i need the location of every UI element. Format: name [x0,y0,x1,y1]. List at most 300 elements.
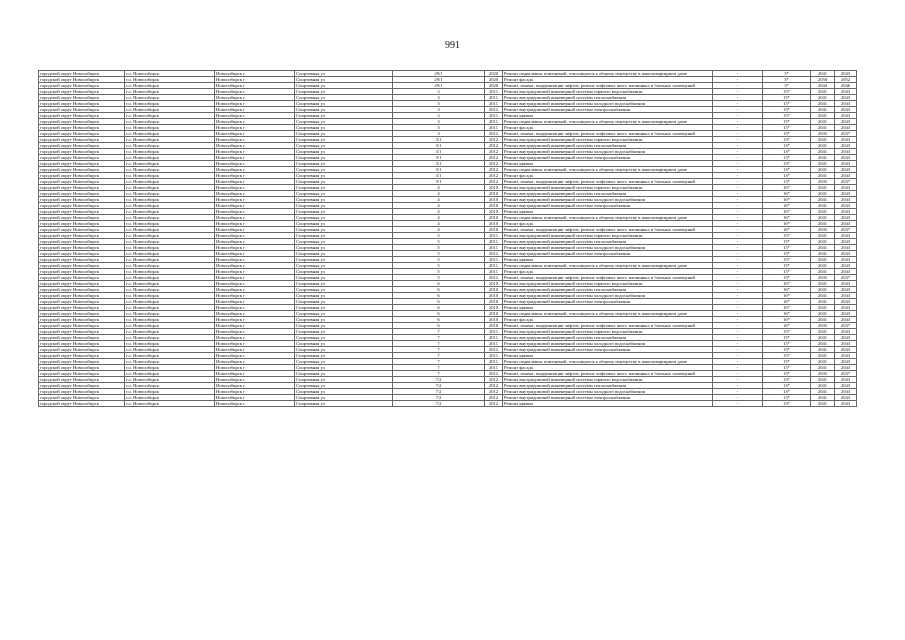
district-cell: г.о. Новосибирск [125,365,215,371]
work-type-cell: Ремонт фасада [503,125,713,131]
city-cell: Новосибирск г [215,263,295,269]
municipality-cell: городской округ Новосибирск [39,233,125,239]
start-year-cell: 2041 [811,161,835,167]
street-cell: Спортивная ул [295,329,393,335]
municipality-cell: городской округ Новосибирск [39,353,125,359]
house-number-cell: 3/1 [393,137,485,143]
municipality-cell: городской округ Новосибирск [39,149,125,155]
build-year-cell: 2012 [485,395,503,401]
house-number-cell: 7/2 [393,377,485,383]
city-cell: Новосибирск г [215,287,295,293]
dash-cell: - [713,221,763,227]
build-year-cell: 2011 [485,371,503,377]
period-cell: 13* [763,401,811,407]
period-cell: 16* [763,221,811,227]
house-number-cell: 3/1 [393,149,485,155]
period-cell: 15* [763,335,811,341]
start-year-cell: 2041 [811,149,835,155]
district-cell: г.о. Новосибирск [125,125,215,131]
street-cell: Спортивная ул [295,359,393,365]
dash-cell: - [713,251,763,257]
period-cell: 15* [763,245,811,251]
build-year-cell: 2012 [485,155,503,161]
house-number-cell: 5 [393,245,485,251]
district-cell: г.о. Новосибирск [125,305,215,311]
dash-cell: - [713,71,763,77]
street-cell: Спортивная ул [295,161,393,167]
work-type-cell: Ремонт внутридомовой инженерной системы горячего водоснабжения [503,329,713,335]
city-cell: Новосибирск г [215,305,295,311]
municipality-cell: городской округ Новосибирск [39,143,125,149]
work-type-cell: Ремонт подвальных помещений, относящихся к общему имуществу в многоквартирном доме [503,167,713,173]
work-type-cell: Ремонт фасада [503,365,713,371]
municipality-cell: городской округ Новосибирск [39,107,125,113]
work-type-cell: Ремонт внутридомовой инженерной системы холодного водоснабжения [503,389,713,395]
city-cell: Новосибирск г [215,155,295,161]
dash-cell: - [713,341,763,347]
build-year-cell: 2012 [485,149,503,155]
district-cell: г.о. Новосибирск [125,311,215,317]
build-year-cell: 2011 [485,353,503,359]
start-year-cell: 2041 [811,107,835,113]
street-cell: Спортивная ул [295,251,393,257]
city-cell: Новосибирск г [215,203,295,209]
end-year-cell: 2043 [835,293,857,299]
dash-cell: - [713,95,763,101]
district-cell: г.о. Новосибирск [125,377,215,383]
dash-cell: - [713,329,763,335]
end-year-cell: 2043 [835,137,857,143]
period-cell: 16* [763,215,811,221]
end-year-cell: 2043 [835,281,857,287]
end-year-cell: 2043 [835,191,857,197]
municipality-cell: городской округ Новосибирск [39,95,125,101]
build-year-cell: 2011 [485,125,503,131]
end-year-cell: 2043 [835,389,857,395]
period-cell: 13* [763,143,811,149]
street-cell: Спортивная ул [295,77,393,83]
work-type-cell: Ремонт внутридомовой инженерной системы холодного водоснабжения [503,341,713,347]
dash-cell: - [713,173,763,179]
municipality-cell: городской округ Новосибирск [39,341,125,347]
dash-cell: - [713,245,763,251]
house-number-cell: 6 [393,305,485,311]
house-number-cell: 6 [393,287,485,293]
end-year-cell: 2043 [835,233,857,239]
city-cell: Новосибирск г [215,227,295,233]
start-year-cell: 2041 [811,203,835,209]
city-cell: Новосибирск г [215,395,295,401]
build-year-cell: 2010 [485,281,503,287]
period-cell: 16* [763,293,811,299]
municipality-cell: городской округ Новосибирск [39,155,125,161]
build-year-cell: 2011 [485,245,503,251]
period-cell: 3* [763,77,811,83]
street-cell: Спортивная ул [295,401,393,407]
municipality-cell: городской округ Новосибирск [39,329,125,335]
dash-cell: - [713,107,763,113]
work-type-cell: Ремонт внутридомовой инженерной системы горячего водоснабжения [503,185,713,191]
city-cell: Новосибирск г [215,233,295,239]
end-year-cell: 2037 [835,131,857,137]
end-year-cell: 2043 [835,95,857,101]
house-number-cell: 3/1 [393,155,485,161]
street-cell: Спортивная ул [295,239,393,245]
street-cell: Спортивная ул [295,245,393,251]
city-cell: Новосибирск г [215,191,295,197]
end-year-cell: 2043 [835,101,857,107]
start-year-cell: 2041 [811,263,835,269]
start-year-cell: 2041 [811,329,835,335]
municipality-cell: городской округ Новосибирск [39,197,125,203]
start-year-cell: 2041 [811,113,835,119]
house-number-cell: 6 [393,323,485,329]
city-cell: Новосибирск г [215,179,295,185]
municipality-cell: городской округ Новосибирск [39,239,125,245]
dash-cell: - [713,143,763,149]
house-number-cell: 4 [393,191,485,197]
period-cell: 16* [763,311,811,317]
street-cell: Спортивная ул [295,95,393,101]
street-cell: Спортивная ул [295,233,393,239]
street-cell: Спортивная ул [295,311,393,317]
city-cell: Новосибирск г [215,299,295,305]
period-cell: 15* [763,341,811,347]
work-type-cell: Ремонт внутридомовой инженерной системы теплоснабжения [503,239,713,245]
build-year-cell: 2011 [485,113,503,119]
municipality-cell: городской округ Новосибирск [39,311,125,317]
house-number-cell: 5 [393,239,485,245]
build-year-cell: 2010 [485,287,503,293]
city-cell: Новосибирск г [215,251,295,257]
build-year-cell: 2020 [485,71,503,77]
district-cell: г.о. Новосибирск [125,341,215,347]
work-type-cell: Ремонт подвальных помещений, относящихся к общему имуществу в многоквартирном доме [503,71,713,77]
house-number-cell: 7/2 [393,383,485,389]
work-type-cell: Ремонт внутридомовой инженерной системы холодного водоснабжения [503,197,713,203]
dash-cell: - [713,137,763,143]
work-type-cell: Ремонт, замена, модернизация лифтов, ремонт лифтовых шахт, машинных и блочных помещений [503,371,713,377]
work-type-cell: Ремонт фасада [503,269,713,275]
build-year-cell: 2012 [485,137,503,143]
build-year-cell: 2012 [485,383,503,389]
build-year-cell: 2010 [485,293,503,299]
street-cell: Спортивная ул [295,197,393,203]
build-year-cell: 2012 [485,167,503,173]
start-year-cell: 2041 [811,221,835,227]
build-year-cell: 2010 [485,197,503,203]
street-cell: Спортивная ул [295,167,393,173]
work-type-cell: Ремонт внутридомовой инженерной системы теплоснабжения [503,191,713,197]
street-cell: Спортивная ул [295,317,393,323]
municipality-cell: городской округ Новосибирск [39,287,125,293]
house-number-cell: 3 [393,119,485,125]
work-type-cell: Ремонт подвальных помещений, относящихся к общему имуществу в многоквартирном доме [503,311,713,317]
build-year-cell: 2011 [485,329,503,335]
street-cell: Спортивная ул [295,335,393,341]
district-cell: г.о. Новосибирск [125,131,215,137]
end-year-cell: 2043 [835,347,857,353]
house-number-cell: 4 [393,209,485,215]
district-cell: г.о. Новосибирск [125,239,215,245]
street-cell: Спортивная ул [295,131,393,137]
street-cell: Спортивная ул [295,71,393,77]
house-number-cell: 7 [393,353,485,359]
house-number-cell: 4 [393,215,485,221]
end-year-cell: 2043 [835,311,857,317]
city-cell: Новосибирск г [215,113,295,119]
street-cell: Спортивная ул [295,305,393,311]
house-number-cell: 3 [393,89,485,95]
house-number-cell: 3 [393,125,485,131]
district-cell: г.о. Новосибирск [125,83,215,89]
work-type-cell: Ремонт внутридомовой инженерной системы электроснабжения [503,347,713,353]
house-number-cell: 3 [393,131,485,137]
period-cell: 16* [763,323,811,329]
dash-cell: - [713,383,763,389]
district-cell: г.о. Новосибирск [125,317,215,323]
dash-cell: - [713,371,763,377]
start-year-cell: 2041 [811,101,835,107]
period-cell: 16* [763,317,811,323]
start-year-cell: 2041 [811,383,835,389]
end-year-cell: 2043 [835,155,857,161]
end-year-cell: 2043 [835,353,857,359]
house-number-cell: 7/2 [393,395,485,401]
municipality-cell: городской округ Новосибирск [39,347,125,353]
house-number-cell: 3 [393,113,485,119]
period-cell: 16* [763,197,811,203]
dash-cell: - [713,89,763,95]
work-type-cell: Ремонт крыши [503,305,713,311]
city-cell: Новосибирск г [215,365,295,371]
work-type-cell: Ремонт подвальных помещений, относящихся к общему имуществу в многоквартирном доме [503,119,713,125]
build-year-cell: 2010 [485,215,503,221]
district-cell: г.о. Новосибирск [125,233,215,239]
district-cell: г.о. Новосибирск [125,299,215,305]
house-number-cell: 5 [393,269,485,275]
district-cell: г.о. Новосибирск [125,263,215,269]
start-year-cell: 2041 [811,143,835,149]
period-cell: 15* [763,269,811,275]
work-type-cell: Ремонт внутридомовой инженерной системы теплоснабжения [503,287,713,293]
end-year-cell: 2043 [835,329,857,335]
start-year-cell: 2041 [811,233,835,239]
period-cell: 16* [763,185,811,191]
end-year-cell: 2043 [835,263,857,269]
municipality-cell: городской округ Новосибирск [39,383,125,389]
municipality-cell: городской округ Новосибирск [39,263,125,269]
period-cell: 13* [763,395,811,401]
city-cell: Новосибирск г [215,137,295,143]
municipality-cell: городской округ Новосибирск [39,305,125,311]
work-type-cell: Ремонт крыши [503,161,713,167]
start-year-cell: 2041 [811,239,835,245]
municipality-cell: городской округ Новосибирск [39,275,125,281]
work-type-cell: Ремонт, замена, модернизация лифтов, ремонт лифтовых шахт, машинных и блочных помещений [503,131,713,137]
period-cell: 13* [763,167,811,173]
build-year-cell: 2010 [485,323,503,329]
street-cell: Спортивная ул [295,83,393,89]
work-type-cell: Ремонт внутридомовой инженерной системы холодного водоснабжения [503,293,713,299]
build-year-cell: 2011 [485,107,503,113]
district-cell: г.о. Новосибирск [125,287,215,293]
period-cell: 15* [763,347,811,353]
start-year-cell: 2041 [811,335,835,341]
municipality-cell: городской округ Новосибирск [39,371,125,377]
street-cell: Спортивная ул [295,143,393,149]
house-number-cell: 7 [393,329,485,335]
start-year-cell: 2041 [811,293,835,299]
period-cell: 15* [763,131,811,137]
start-year-cell: 2041 [811,281,835,287]
municipality-cell: городской округ Новосибирск [39,395,125,401]
dash-cell: - [713,161,763,167]
street-cell: Спортивная ул [295,377,393,383]
start-year-cell: 2041 [811,401,835,407]
work-type-cell: Ремонт внутридомовой инженерной системы холодного водоснабжения [503,101,713,107]
house-number-cell: 29/1 [393,71,485,77]
end-year-cell: 2037 [835,323,857,329]
house-number-cell: 4 [393,221,485,227]
city-cell: Новосибирск г [215,383,295,389]
city-cell: Новосибирск г [215,281,295,287]
municipality-cell: городской округ Новосибирск [39,137,125,143]
street-cell: Спортивная ул [295,221,393,227]
street-cell: Спортивная ул [295,395,393,401]
period-cell: 15* [763,359,811,365]
end-year-cell: 2043 [835,215,857,221]
municipality-cell: городской округ Новосибирск [39,359,125,365]
end-year-cell: 2043 [835,143,857,149]
period-cell: 15* [763,371,811,377]
street-cell: Спортивная ул [295,149,393,155]
district-cell: г.о. Новосибирск [125,191,215,197]
city-cell: Новосибирск г [215,209,295,215]
dash-cell: - [713,191,763,197]
district-cell: г.о. Новосибирск [125,203,215,209]
work-type-cell: Ремонт внутридомовой инженерной системы горячего водоснабжения [503,281,713,287]
period-cell: 15* [763,329,811,335]
street-cell: Спортивная ул [295,365,393,371]
district-cell: г.о. Новосибирск [125,167,215,173]
end-year-cell: 2043 [835,167,857,173]
municipality-cell: городской округ Новосибирск [39,257,125,263]
district-cell: г.о. Новосибирск [125,149,215,155]
end-year-cell: 2037 [835,371,857,377]
start-year-cell: 2041 [811,389,835,395]
work-type-cell: Ремонт, замена, модернизация лифтов, ремонт лифтовых шахт, машинных и блочных помещений [503,323,713,329]
city-cell: Новосибирск г [215,353,295,359]
work-type-cell: Ремонт крыши [503,113,713,119]
work-type-cell: Ремонт подвальных помещений, относящихся к общему имуществу в многоквартирном доме [503,263,713,269]
period-cell: 13* [763,137,811,143]
start-year-cell: 2041 [811,71,835,77]
dash-cell: - [713,305,763,311]
street-cell: Спортивная ул [295,203,393,209]
municipality-cell: городской округ Новосибирск [39,221,125,227]
build-year-cell: 2010 [485,227,503,233]
dash-cell: - [713,185,763,191]
dash-cell: - [713,281,763,287]
municipality-cell: городской округ Новосибирск [39,125,125,131]
street-cell: Спортивная ул [295,227,393,233]
district-cell: г.о. Новосибирск [125,245,215,251]
period-cell: 16* [763,305,811,311]
start-year-cell: 2041 [811,197,835,203]
city-cell: Новосибирск г [215,317,295,323]
district-cell: г.о. Новосибирск [125,269,215,275]
end-year-cell: 2043 [835,269,857,275]
period-cell: 15* [763,119,811,125]
end-year-cell: 2043 [835,125,857,131]
period-cell: 15* [763,251,811,257]
start-year-cell: 2041 [811,251,835,257]
dash-cell: - [713,155,763,161]
build-year-cell: 2010 [485,185,503,191]
dash-cell: - [713,335,763,341]
period-cell: 13* [763,383,811,389]
city-cell: Новосибирск г [215,275,295,281]
district-cell: г.о. Новосибирск [125,251,215,257]
end-year-cell: 2043 [835,239,857,245]
municipality-cell: городской округ Новосибирск [39,401,125,407]
period-cell: 15* [763,101,811,107]
work-type-cell: Ремонт внутридомовой инженерной системы теплоснабжения [503,95,713,101]
work-type-cell: Ремонт внутридомовой инженерной системы горячего водоснабжения [503,89,713,95]
build-year-cell: 2020 [485,83,503,89]
dash-cell: - [713,239,763,245]
dash-cell: - [713,233,763,239]
city-cell: Новосибирск г [215,221,295,227]
city-cell: Новосибирск г [215,71,295,77]
dash-cell: - [713,389,763,395]
work-type-cell: Ремонт фасада [503,221,713,227]
district-cell: г.о. Новосибирск [125,335,215,341]
city-cell: Новосибирск г [215,215,295,221]
house-number-cell: 5 [393,257,485,263]
start-year-cell: 2041 [811,125,835,131]
district-cell: г.о. Новосибирск [125,359,215,365]
dash-cell: - [713,317,763,323]
street-cell: Спортивная ул [295,275,393,281]
dash-cell: - [713,119,763,125]
dash-cell: - [713,263,763,269]
start-year-cell: 2041 [811,215,835,221]
end-year-cell: 2043 [835,149,857,155]
start-year-cell: 2041 [811,209,835,215]
house-number-cell: 7 [393,365,485,371]
house-number-cell: 6 [393,299,485,305]
work-type-cell: Ремонт внутридомовой инженерной системы электроснабжения [503,299,713,305]
period-cell: 15* [763,353,811,359]
city-cell: Новосибирск г [215,107,295,113]
build-year-cell: 2012 [485,401,503,407]
end-year-cell: 2043 [835,317,857,323]
work-type-cell: Ремонт внутридомовой инженерной системы теплоснабжения [503,383,713,389]
build-year-cell: 2010 [485,203,503,209]
city-cell: Новосибирск г [215,293,295,299]
district-cell: г.о. Новосибирск [125,347,215,353]
work-type-cell: Ремонт крыши [503,257,713,263]
dash-cell: - [713,203,763,209]
street-cell: Спортивная ул [295,191,393,197]
district-cell: г.о. Новосибирск [125,173,215,179]
district-cell: г.о. Новосибирск [125,197,215,203]
period-cell: 15* [763,233,811,239]
end-year-cell: 2043 [835,197,857,203]
city-cell: Новосибирск г [215,185,295,191]
